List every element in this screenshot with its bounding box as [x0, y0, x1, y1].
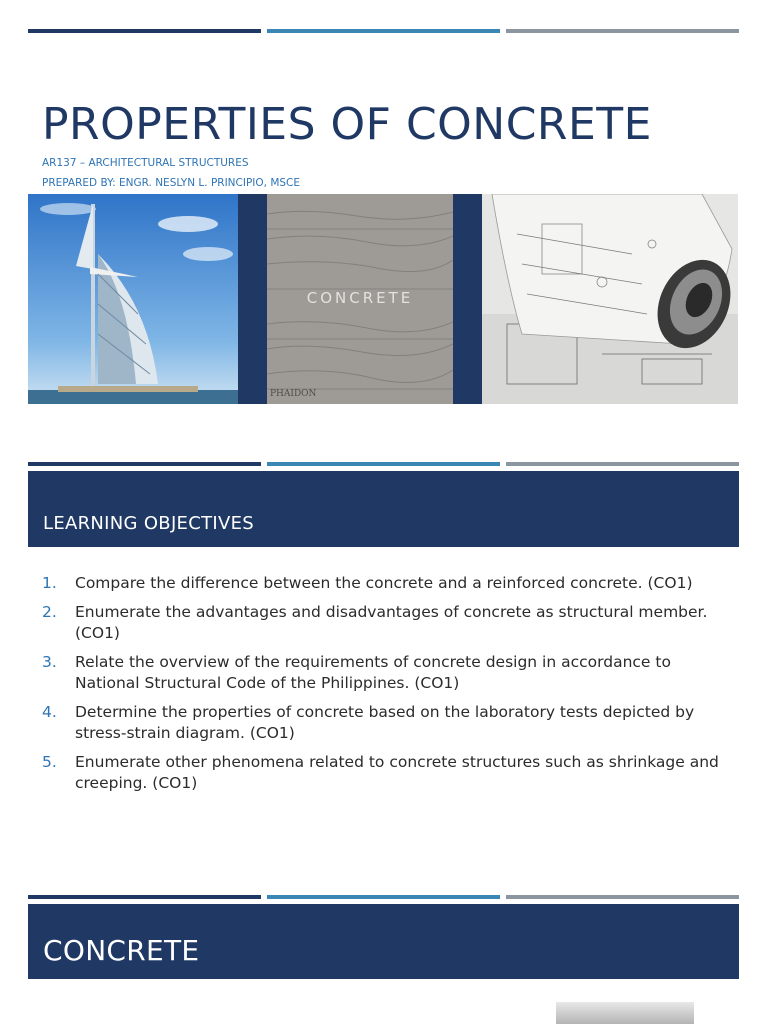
image-separator — [453, 194, 482, 404]
architectural-blueprints-photo — [482, 194, 738, 404]
accent-bar-dark — [28, 462, 261, 466]
list-item — [42, 602, 732, 644]
list-item — [42, 752, 732, 794]
course-subtitle: AR137 – ARCHITECTURAL STRUCTURES — [42, 157, 249, 169]
learning-objectives-header — [28, 471, 739, 547]
prepared-by: PREPARED BY: ENGR. NESLYN L. PRINCIPIO, MSCE — [42, 177, 301, 189]
partial-image — [556, 1002, 694, 1024]
burj-al-arab-photo — [28, 194, 238, 404]
list-text: Compare the difference between the concrete and a reinforced concrete. (CO1) — [75, 574, 693, 592]
objectives-list — [42, 573, 732, 802]
section-heading: LEARNING OBJECTIVES — [43, 513, 255, 534]
list-item — [42, 652, 732, 694]
accent-bar-blue — [267, 895, 500, 899]
image-separator — [238, 194, 267, 404]
list-text: Enumerate other phenomena related to concrete structures such as shrinkage and creeping. (CO1) — [75, 753, 719, 792]
accent-bar-gray — [506, 462, 739, 466]
list-number: 5. — [42, 753, 57, 771]
list-text: Enumerate the advantages and disadvantages of concrete as structural member. (CO1) — [75, 603, 708, 642]
accent-bar-gray — [506, 29, 739, 33]
accent-bar-dark — [28, 29, 261, 33]
slide-title: PROPERTIES OF CONCRETE — [42, 99, 652, 150]
book-publisher: PHAIDON — [270, 389, 317, 399]
list-number: 2. — [42, 603, 57, 621]
concrete-header — [28, 904, 739, 979]
list-text: Relate the overview of the requirements of concrete design in accordance to National Structural Code of the Philippines. (CO1) — [75, 653, 671, 692]
list-number: 3. — [42, 653, 57, 671]
accent-bar-blue — [267, 462, 500, 466]
image-strip — [28, 194, 738, 404]
list-number: 1. — [42, 574, 57, 592]
list-item — [42, 702, 732, 744]
list-item — [42, 573, 732, 594]
concrete-book-cover — [267, 194, 453, 404]
section-heading: CONCRETE — [43, 934, 200, 967]
list-text: Determine the properties of concrete based on the laboratory tests depicted by stress-strain diagram. (CO1) — [75, 703, 695, 742]
accent-bar-gray — [506, 895, 739, 899]
book-cover-title: CONCRETE — [306, 289, 414, 307]
accent-bar-blue — [267, 29, 500, 33]
list-number: 4. — [42, 703, 57, 721]
accent-bar-dark — [28, 895, 261, 899]
